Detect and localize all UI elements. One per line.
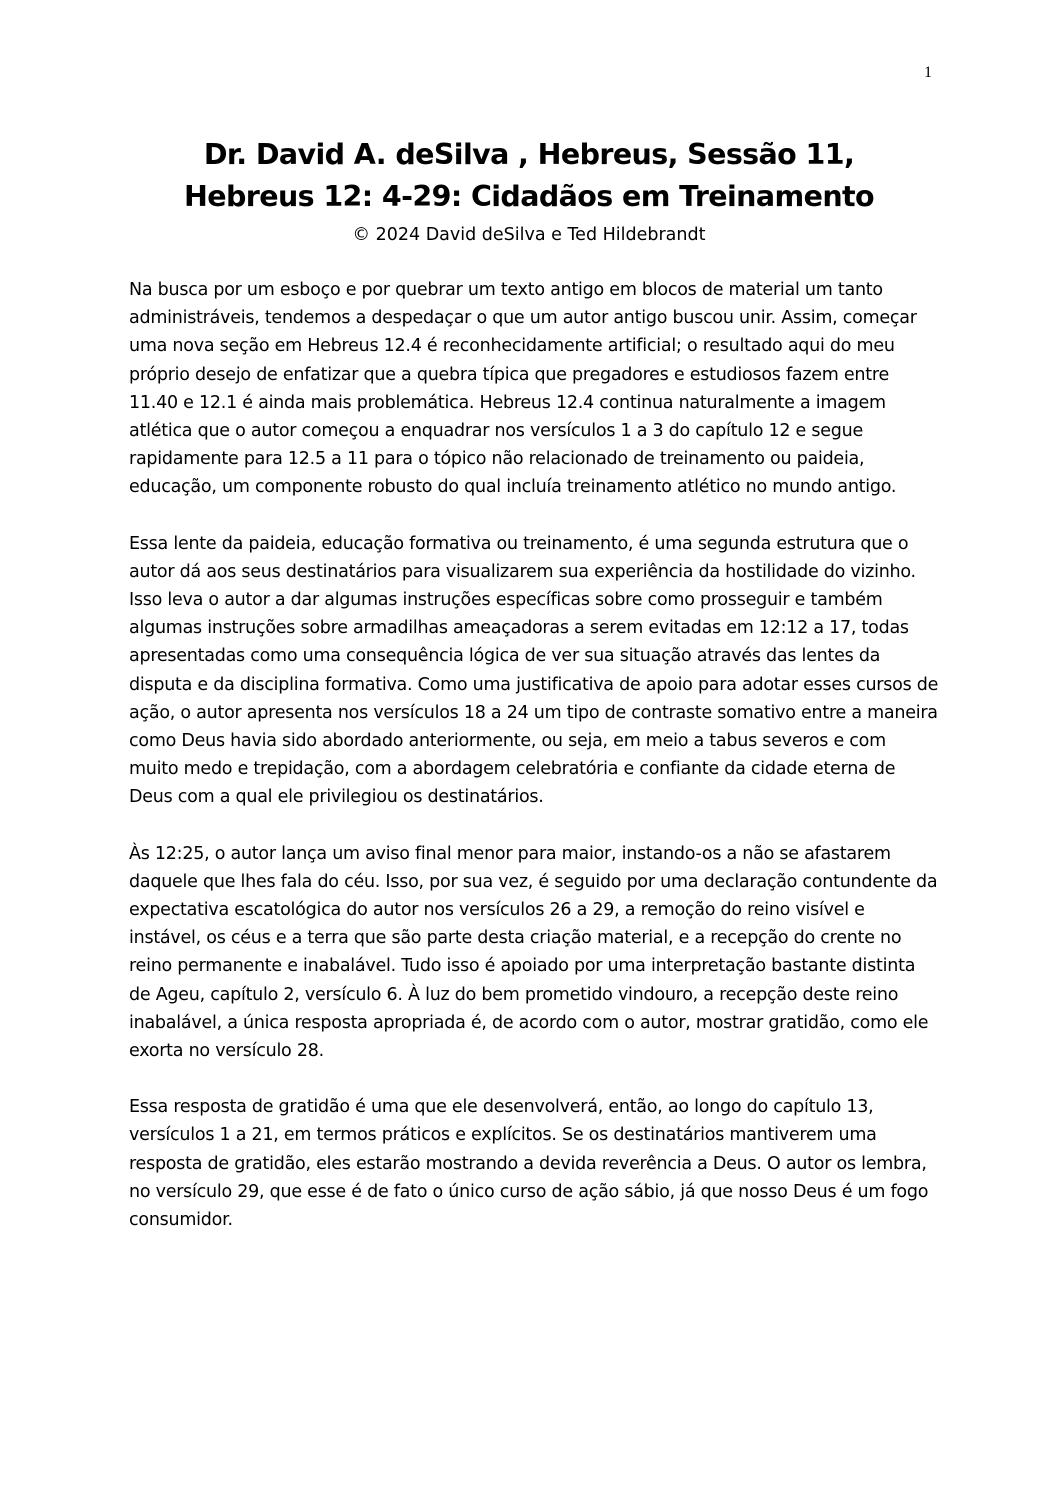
- title-line-1: Dr. David A. deSilva , Hebreus, Sessão 11,: [203, 138, 855, 171]
- paragraph-2: Essa lente da paideia, educação formativa ou treinamento, é uma segunda estrutura que o autor dá aos seus destinatários para visualizarem sua experiência da hostilidade do vizinho. Isso leva o autor a dar algumas instruções específicas sobre como prosseguir e também algumas instruções sobre armadilhas ameaçadoras a serem evitadas em 12:12 a 17, todas apresentadas como uma consequência lógica de ver sua situação através das lentes da disputa e da disciplina formativa. Como uma justificativa de apoio para adotar esses cursos de ação, o autor apresenta nos versículos 18 a 24 um tipo de contraste somativo entre a maneira como Deus havia sido abordado anteriormente, ou seja, em meio a tabus severos e com muito medo e trepidação, com a abordagem celebratória e confiante da cidade eterna de Deus com a qual ele privilegiou os destinatários.: [129, 533, 939, 808]
- paragraph-4: Essa resposta de gratidão é uma que ele desenvolverá, então, ao longo do capítulo 13, versículos 1 a 21, em termos práticos e explícitos. Se os destinatários mantiverem uma resposta de gratidão, eles estarão mostrando a devida reverência a Deus. O autor os lembra, no versículo 29, que esse é de fato o único curso de ação sábio, já que nosso Deus é um fogo consumidor.: [129, 1097, 929, 1231]
- page-number: 1: [924, 64, 932, 81]
- document-body: [129, 276, 939, 1262]
- copyright-notice: © 2024 David deSilva e Ted Hildebrandt: [352, 225, 706, 245]
- document-title: [0, 134, 1058, 218]
- paragraph-3: Às 12:25, o autor lança um aviso final menor para maior, instando-os a não se afastarem daquele que lhes fala do céu. Isso, por sua vez, é seguido por uma declaração contundente da expectativa escatológica do autor nos versículos 26 a 29, a remoção do reino visível e instável, os céus e a terra que são parte desta criação material, e a recepção do crente no reino permanente e inabalável. Tudo isso é apoiado por uma interpretação bastante distinta de Ageu, capítulo 2, versículo 6. À luz do bem prometido vindouro, a recepção deste reino inabalável, a única resposta apropriada é, de acordo com o autor, mostrar gratidão, como ele exorta no versículo 28.: [129, 843, 938, 1062]
- paragraph-1: Na busca por um esboço e por quebrar um texto antigo em blocos de material um tanto administráveis, tendemos a despedaçar o que um autor antigo buscou unir. Assim, começar uma nova seção em Hebreus 12.4 é reconhecidamente artificial; o resultado aqui do meu próprio desejo de enfatizar que a quebra típica que pregadores e estudiosos fazem entre 11.40 e 12.1 é ainda mais problemática. Hebreus 12.4 continua naturalmente a imagem atlética que o autor começou a enquadrar nos versículos 1 a 3 do capítulo 12 e segue rapidamente para 12.5 a 11 para o tópico não relacionado de treinamento ou paideia, educação, um componente robusto do qual incluía treinamento atlético no mundo antigo.: [129, 280, 917, 498]
- title-line-2: Hebreus 12: 4-29: Cidadãos em Treinamento: [183, 180, 875, 213]
